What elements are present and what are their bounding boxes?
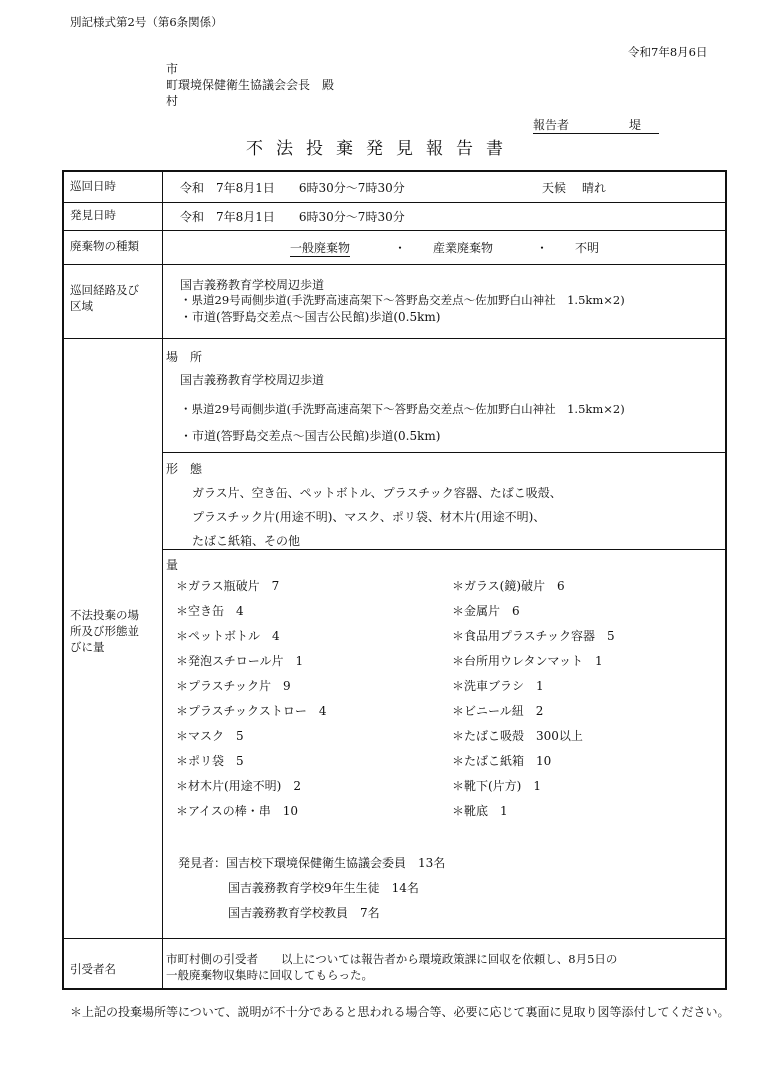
addressee-line-1: 市: [166, 62, 179, 76]
qty-left-item: ＊マスク 5: [176, 729, 244, 743]
found-label: 発見日時: [70, 208, 116, 222]
route-label-2: 区域: [70, 299, 93, 313]
column-divider: [162, 172, 163, 990]
quantity-header: 量: [166, 558, 179, 572]
row-divider: [64, 230, 725, 231]
row-divider: [64, 264, 725, 265]
receiver-label: 引受者名: [70, 962, 116, 976]
finder-line-3: 国吉義務教育学校教員 7名: [228, 906, 380, 920]
form-line-3: たばこ紙箱、その他: [192, 534, 301, 548]
waste-industrial: 産業廃棄物: [433, 241, 494, 255]
form-line-2: プラスチック片(用途不明)、マスク、ポリ袋、材木片(用途不明)、: [192, 510, 546, 524]
waste-general: 一般廃棄物: [290, 241, 351, 255]
footnote: ＊上記の投棄場所等について、説明が不十分であると思われる場合等、必要に応じて裏面に見取り図等添付してください。: [70, 1005, 730, 1019]
qty-left-item: ＊ガラス瓶破片 7: [176, 579, 280, 593]
section-divider: [162, 452, 725, 453]
qty-left-item: ＊プラスチック片 9: [176, 679, 291, 693]
finder-line-2: 国吉義務教育学校9年生生徒 14名: [228, 881, 419, 895]
illegal-label-3: びに量: [70, 640, 105, 654]
addressee-line-3: 村: [166, 94, 179, 108]
qty-left-item: ＊プラスチックストロー 4: [176, 704, 327, 718]
qty-left-item: ＊ペットボトル 4: [176, 629, 280, 643]
illegal-label-1: 不法投棄の場: [70, 608, 139, 622]
illegal-label-2: 所及び形態並: [70, 624, 139, 638]
qty-right-item: ＊ガラス(鏡)破片 6: [452, 579, 565, 593]
addressee-line-2: 町環境保健衛生協議会会長 殿: [166, 78, 335, 92]
qty-left-item: ＊発泡スチロール片 1: [176, 654, 304, 668]
section-divider: [162, 549, 725, 550]
place-line-3: ・市道(答野島交差点～国吉公民館)歩道(0.5km): [180, 429, 441, 443]
waste-dot: ・: [536, 241, 549, 255]
route-line-1: 国吉義務教育学校周辺歩道: [180, 278, 325, 292]
qty-left-item: ＊アイスの棒・串 10: [176, 804, 299, 818]
place-header: 場 所: [166, 350, 203, 364]
qty-right-item: ＊食品用プラスチック容器 5: [452, 629, 615, 643]
waste-type-label: 廃棄物の種類: [70, 239, 139, 253]
report-date: 令和7年8月6日: [628, 45, 708, 59]
qty-right-item: ＊ビニール紐 2: [452, 704, 544, 718]
qty-right-item: ＊洗車ブラシ 1: [452, 679, 544, 693]
route-label-1: 巡回経路及び: [70, 283, 139, 297]
report-table: [62, 170, 727, 990]
weather-label: 天候: [542, 181, 567, 195]
patrol-label: 巡回日時: [70, 179, 116, 193]
qty-left-item: ＊材木片(用途不明) 2: [176, 779, 301, 793]
qty-left-item: ＊ポリ袋 5: [176, 754, 244, 768]
qty-right-item: ＊靴下(片方) 1: [452, 779, 541, 793]
route-line-3: ・市道(答野島交差点～国吉公民館)歩道(0.5km): [180, 310, 441, 324]
row-divider: [64, 338, 725, 339]
form-header: 形 態: [166, 462, 203, 476]
form-line-1: ガラス片、空き缶、ペットボトル、プラスチック容器、たばこ吸殻、: [192, 486, 562, 500]
place-line-1: 国吉義務教育学校周辺歩道: [180, 373, 325, 387]
qty-right-item: ＊金属片 6: [452, 604, 520, 618]
qty-right-item: ＊台所用ウレタンマット 1: [452, 654, 603, 668]
qty-left-item: ＊空き缶 4: [176, 604, 244, 618]
receiver-line-2: 一般廃棄物収集時に回収してもらった。: [166, 968, 373, 982]
waste-unknown: 不明: [575, 241, 600, 255]
page-title: 不法投棄発見報告書: [246, 139, 516, 159]
route-line-2: ・県道29号両側歩道(手洗野高速高架下～答野島交差点～佐加野白山神社 1.5km×2): [180, 293, 625, 307]
row-divider: [64, 202, 725, 203]
qty-right-item: ＊靴底 1: [452, 804, 508, 818]
patrol-value: 令和 7年8月1日 6時30分～7時30分: [180, 181, 405, 195]
qty-right-item: ＊たばこ紙箱 10: [452, 754, 552, 768]
finder-line-1: 発見者：国吉校下環境保健衛生協議会委員 13名: [178, 856, 446, 870]
receiver-line-1: 市町村側の引受者 以上については報告者から環境政策課に回収を依頼し、8月5日の: [166, 952, 618, 966]
waste-dot: ・: [394, 241, 407, 255]
place-line-2: ・県道29号両側歩道(手洗野高速高架下～答野島交差点～佐加野白山神社 1.5km×2): [180, 402, 625, 416]
form-id: 別記様式第2号（第6条関係）: [70, 15, 223, 29]
weather-value: 晴れ: [582, 181, 607, 195]
reporter: 報告者 堤: [533, 116, 659, 134]
found-value: 令和 7年8月1日 6時30分～7時30分: [180, 210, 405, 224]
row-divider: [64, 938, 725, 939]
qty-right-item: ＊たばこ吸殻 300以上: [452, 729, 583, 743]
